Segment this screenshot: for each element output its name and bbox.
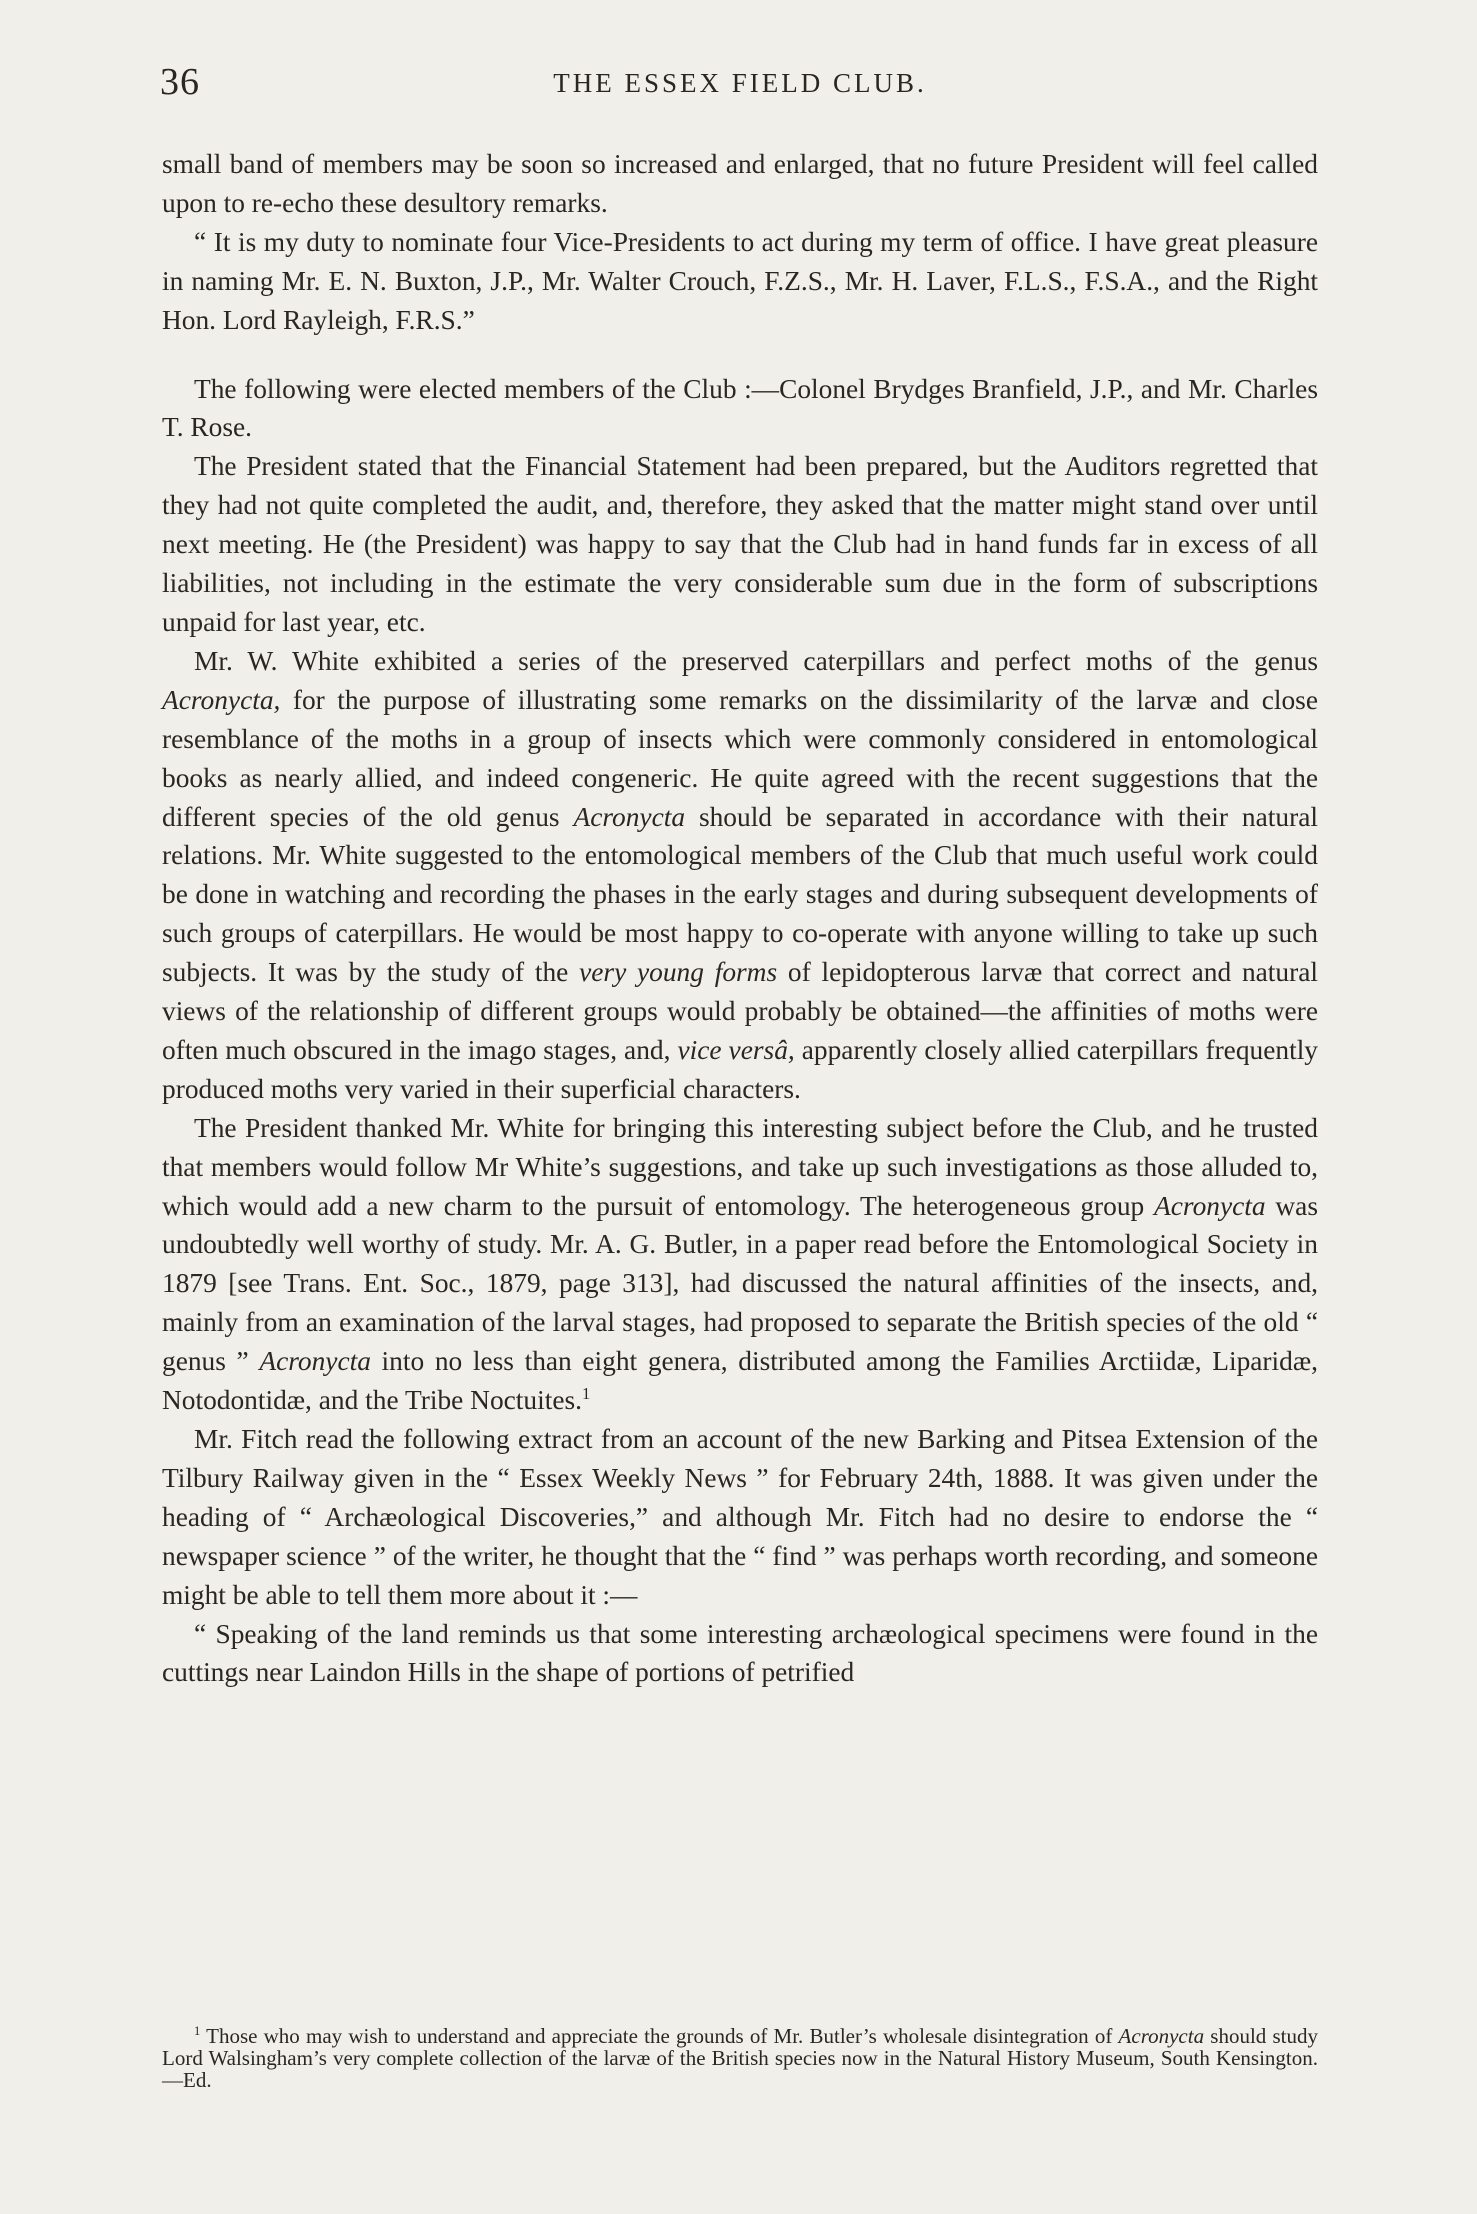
text-run: Those who may wish to understand and appreciate the grounds of Mr. Butler’s wholesale disintegration of — [200, 2024, 1119, 2048]
text-run: The President thanked Mr. White for bringing this interesting subject before the Club, and he trusted that members would follow Mr White’s suggestions, and take up such investigations as those alluded to, which would add a new charm to the pursuit of entomology. The heterogeneous group — [162, 1112, 1318, 1221]
running-title: THE ESSEX FIELD CLUB. — [553, 68, 927, 98]
footnote-reference: 1 — [581, 1383, 591, 1403]
page-number: 36 — [160, 61, 200, 103]
genus-name: Acronycta, — [162, 684, 281, 715]
paragraph-continuation: small band of members may be soon so increased and enlarged, that no future President will feel called upon to re-echo these desultory remarks. — [162, 149, 1318, 218]
text-run: should study Lord Walsingham’s very complete collection of the larvæ of the British species now in the Natural History Museum, South Kensington.—Ed. — [162, 2024, 1318, 2092]
text-run: into no less than eight genera, distributed among the Families Arctiidæ, Liparidæ, Notodontidæ, and the Tribe Noctuites. — [162, 1346, 1318, 1416]
text-run: was undoubtedly well worthy of study. Mr. A. G. Butler, in a paper read before the Entomological Society in 1879 [see Trans. Ent. Soc., 1879, page 313], had discussed the natural affinities of the insects, and, mainly from an examination of the larval stages, had proposed to separate the British species of the old “ genus ” — [162, 1190, 1318, 1377]
genus-name: Acronycta — [259, 1346, 371, 1377]
genus-name: Acronycta — [1154, 1190, 1266, 1221]
genus-name: Acronycta — [573, 801, 686, 832]
paragraph-new-members: The following were elected members of the Club :—Colonel Brydges Branfield, J.P., and Mr. Charles T. Rose. — [162, 373, 1318, 443]
paragraph-quoted-extract: “ Speaking of the land reminds us that some interesting archæological specimens were found in the cuttings near Laindon Hills in the shape of portions of petrified — [162, 1618, 1318, 1688]
paragraph-vice-presidents: “ It is my duty to nominate four Vice-Presidents to act during my term of office. I have great pleasure in naming Mr. E. N. Buxton, J.P., Mr. Walter Crouch, F.Z.S., Mr. H. Laver, F.L.S., F.S.A., and the Right Hon. Lord Rayleigh, F.R.S.” — [162, 226, 1318, 335]
text-run: Mr. W. White exhibited a series of the preserved caterpillars and perfect moths of the genus — [194, 645, 1318, 676]
footnote — [162, 2025, 1318, 2091]
emphasis: very young forms — [579, 957, 778, 988]
page-header — [160, 60, 1320, 120]
paragraph-fitch-extract: Mr. Fitch read the following extract from an account of the new Barking and Pitsea Extension of the Tilbury Railway given in the “ Essex Weekly News ” for February 24th, 1888. It was given under the heading of “ Archæological Discoveries,” and although Mr. Fitch had no desire to endorse the “ newspaper science ” of the writer, he thought that the “ find ” was perhaps worth recording, and someone might be able to tell them more about it :— — [162, 1424, 1318, 1610]
paragraph-president-thanks — [162, 1109, 1318, 1420]
emphasis: vice versâ, — [677, 1034, 795, 1065]
text-run: of lepidopterous larvæ that correct and natural views of the relationship of different groups would probably be obtained—the affinities of moths were often much obscured in the imago stages, and, — [162, 957, 1318, 1065]
footnote-marker: 1 — [194, 2024, 201, 2038]
text-run: apparently closely allied caterpillars frequently produced moths very varied in their superficial characters. — [162, 1034, 1319, 1104]
paragraph-financial-statement: The President stated that the Financial Statement had been prepared, but the Auditors regretted that they had not quite completed the audit, and, therefore, they asked that the matter might stand over until next meeting. He (the President) was happy to say that the Club had in hand funds far in excess of all liabilities, not including in the estimate the very considerable sum due in the form of subscriptions unpaid for last year, etc. — [162, 451, 1318, 637]
genus-name: Acronycta — [1118, 2024, 1205, 2048]
text-run: for the purpose of illustrating some remarks on the dissimilarity of the larvæ and close resemblance of the moths in a group of insects which were commonly considered in entomological books as nearly allied, and indeed congeneric. He quite agreed with the recent suggestions that the different species of the old genus — [162, 684, 1318, 832]
text-run: should be separated in accordance with their natural relations. Mr. White suggested to the entomological members of the Club that much useful work could be done in watching and recording the phases in the early stages and during subsequent developments of such groups of caterpillars. He would be most happy to co-operate with anyone willing to take up such subjects. It was by the study of the — [162, 801, 1318, 988]
body-text — [162, 145, 1318, 1692]
paragraph-white-exhibit — [162, 642, 1318, 1109]
footnote-text — [162, 2025, 1318, 2091]
